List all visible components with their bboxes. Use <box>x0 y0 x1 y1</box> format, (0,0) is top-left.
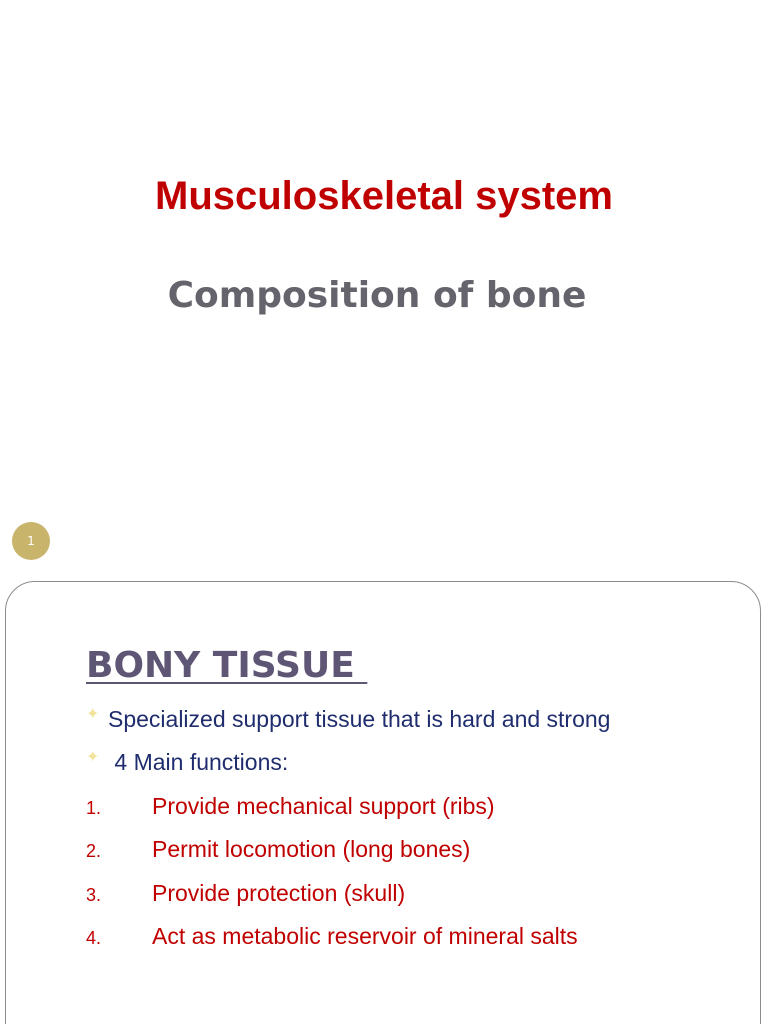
sparkle-icon: ✦ <box>86 749 100 766</box>
bullet-item <box>86 704 610 734</box>
item-text: Provide mechanical support (ribs) <box>152 793 495 819</box>
sparkle-icon: ✦ <box>86 706 100 723</box>
bullet-text: Specialized support tissue that is hard and strong <box>108 706 611 732</box>
section-heading: BONY TISSUE <box>86 645 368 686</box>
bullet-text: 4 Main functions: <box>108 749 289 775</box>
slide-title: Musculoskeletal system <box>155 174 613 218</box>
item-number: 2. <box>86 841 102 861</box>
item-text: Permit locomotion (long bones) <box>152 836 471 862</box>
item-text: Act as metabolic reservoir of mineral salts <box>152 923 578 949</box>
page-number-badge: 1 <box>12 522 50 560</box>
numbered-item <box>86 921 578 953</box>
numbered-item <box>86 878 405 910</box>
item-number: 4. <box>86 928 102 948</box>
slide-subtitle: Composition of bone <box>167 275 587 316</box>
item-number: 3. <box>86 885 102 905</box>
slide-card <box>5 581 761 1024</box>
numbered-item <box>86 834 470 866</box>
item-text: Provide protection (skull) <box>152 880 406 906</box>
numbered-item <box>86 791 495 823</box>
item-number: 1. <box>86 798 102 818</box>
bullet-item <box>86 747 288 777</box>
